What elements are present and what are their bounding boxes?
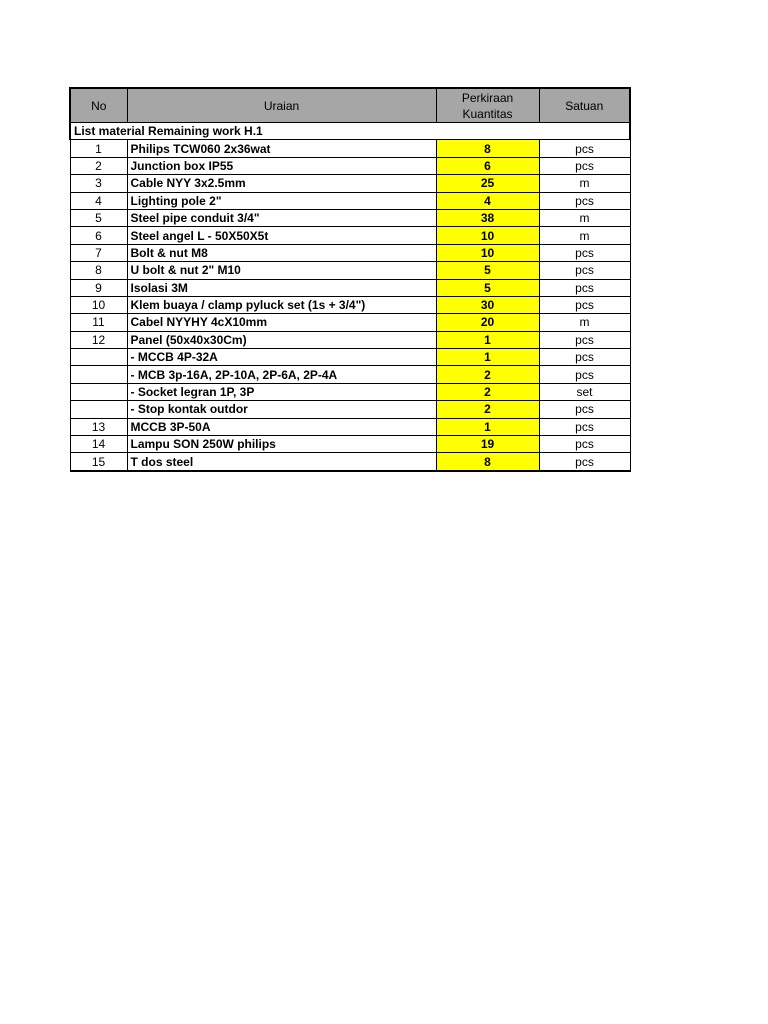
row-quantity-cell: 38 (436, 209, 539, 226)
row-number-cell: 6 (70, 227, 127, 244)
row-description-cell: - Socket legran 1P, 3P (127, 383, 436, 400)
row-quantity-cell: 4 (436, 192, 539, 209)
row-unit-cell: pcs (539, 366, 630, 383)
section-title: List material Remaining work H.1 (70, 123, 630, 140)
row-quantity-cell: 8 (436, 453, 539, 471)
row-description-cell: MCCB 3P-50A (127, 418, 436, 435)
table-row (70, 262, 630, 279)
row-number-cell: 8 (70, 262, 127, 279)
header-quantity-line1: Perkiraan (461, 90, 514, 105)
table-row (70, 175, 630, 192)
row-number-cell (70, 401, 127, 418)
row-quantity-cell: 1 (436, 349, 539, 366)
table-row (70, 418, 630, 435)
row-unit-cell: pcs (539, 192, 630, 209)
material-list-table (69, 87, 631, 472)
row-number-cell: 1 (70, 140, 127, 157)
row-quantity-cell: 2 (436, 383, 539, 400)
row-number-cell: 10 (70, 296, 127, 313)
table-row (70, 366, 630, 383)
row-description-cell: Bolt & nut M8 (127, 244, 436, 261)
row-quantity-cell: 10 (436, 227, 539, 244)
row-description-cell: Junction box IP55 (127, 157, 436, 174)
table-header-row (70, 88, 630, 123)
row-unit-cell: pcs (539, 262, 630, 279)
row-description-cell: U bolt & nut 2" M10 (127, 262, 436, 279)
row-unit-cell: pcs (539, 244, 630, 261)
row-unit-cell: pcs (539, 418, 630, 435)
row-quantity-cell: 2 (436, 366, 539, 383)
row-unit-cell: m (539, 314, 630, 331)
row-quantity-cell: 6 (436, 157, 539, 174)
row-description-cell: Steel pipe conduit 3/4" (127, 209, 436, 226)
row-description-cell: Isolasi 3M (127, 279, 436, 296)
row-number-cell: 13 (70, 418, 127, 435)
row-number-cell: 5 (70, 209, 127, 226)
table-row (70, 192, 630, 209)
table-row (70, 453, 630, 471)
row-description-cell: Philips TCW060 2x36wat (127, 140, 436, 157)
table-row (70, 157, 630, 174)
table-row (70, 349, 630, 366)
row-description-cell: Steel angel L - 50X50X5t (127, 227, 436, 244)
row-number-cell: 14 (70, 436, 127, 453)
row-description-cell: - Stop kontak outdor (127, 401, 436, 418)
row-number-cell: 7 (70, 244, 127, 261)
row-number-cell (70, 383, 127, 400)
row-unit-cell: m (539, 175, 630, 192)
row-number-cell: 9 (70, 279, 127, 296)
row-unit-cell: pcs (539, 157, 630, 174)
row-number-cell (70, 349, 127, 366)
row-unit-cell: pcs (539, 453, 630, 471)
header-description: Uraian (127, 88, 436, 123)
row-unit-cell: pcs (539, 296, 630, 313)
row-description-cell: Panel (50x40x30Cm) (127, 331, 436, 348)
row-unit-cell: set (539, 383, 630, 400)
row-number-cell: 4 (70, 192, 127, 209)
row-unit-cell: pcs (539, 401, 630, 418)
row-description-cell: Lampu SON 250W philips (127, 436, 436, 453)
row-quantity-cell: 1 (436, 418, 539, 435)
row-description-cell: Cabel NYYHY 4cX10mm (127, 314, 436, 331)
table-row (70, 314, 630, 331)
table-row (70, 296, 630, 313)
table-row (70, 227, 630, 244)
row-quantity-cell: 5 (436, 262, 539, 279)
table-row (70, 383, 630, 400)
table-row (70, 244, 630, 261)
row-unit-cell: m (539, 209, 630, 226)
table-row (70, 279, 630, 296)
row-quantity-cell: 20 (436, 314, 539, 331)
table-row (70, 401, 630, 418)
row-description-cell: T dos steel (127, 453, 436, 471)
row-number-cell: 3 (70, 175, 127, 192)
row-number-cell: 15 (70, 453, 127, 471)
row-quantity-cell: 19 (436, 436, 539, 453)
row-unit-cell: pcs (539, 140, 630, 157)
row-number-cell: 2 (70, 157, 127, 174)
table-row (70, 209, 630, 226)
header-quantity (436, 88, 539, 123)
section-row (70, 123, 630, 140)
row-description-cell: Klem buaya / clamp pyluck set (1s + 3/4") (127, 296, 436, 313)
row-quantity-cell: 10 (436, 244, 539, 261)
row-description-cell: Cable NYY 3x2.5mm (127, 175, 436, 192)
row-description-cell: - MCCB 4P-32A (127, 349, 436, 366)
row-quantity-cell: 25 (436, 175, 539, 192)
row-unit-cell: pcs (539, 349, 630, 366)
table-row (70, 331, 630, 348)
row-description-cell: Lighting pole 2" (127, 192, 436, 209)
row-unit-cell: pcs (539, 436, 630, 453)
row-quantity-cell: 8 (436, 140, 539, 157)
row-quantity-cell: 5 (436, 279, 539, 296)
row-description-cell: - MCB 3p-16A, 2P-10A, 2P-6A, 2P-4A (127, 366, 436, 383)
row-unit-cell: pcs (539, 331, 630, 348)
row-quantity-cell: 1 (436, 331, 539, 348)
row-quantity-cell: 30 (436, 296, 539, 313)
header-no: No (70, 88, 127, 123)
row-number-cell (70, 366, 127, 383)
row-unit-cell: pcs (539, 279, 630, 296)
row-number-cell: 11 (70, 314, 127, 331)
row-number-cell: 12 (70, 331, 127, 348)
header-quantity-line2: Kuantitas (462, 106, 513, 121)
row-quantity-cell: 2 (436, 401, 539, 418)
row-unit-cell: m (539, 227, 630, 244)
header-unit: Satuan (539, 88, 630, 123)
table-row (70, 436, 630, 453)
table-row (70, 140, 630, 157)
